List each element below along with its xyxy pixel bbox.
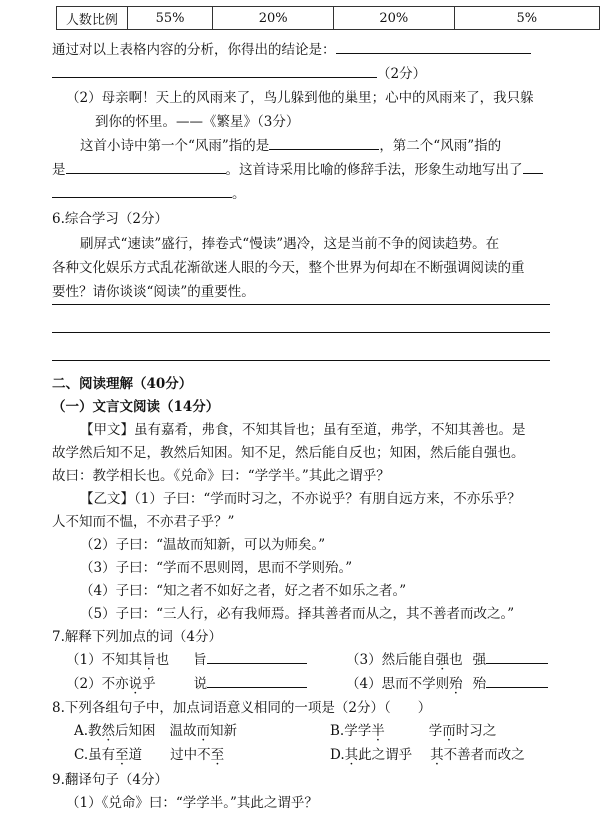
passage-line: 人不知而不愠，不亦君子乎？” bbox=[52, 514, 235, 530]
dotted-word: 至 bbox=[210, 747, 225, 763]
passage-line: （4）子曰：“知之者不如好之者，好之者不如乐之者。” bbox=[80, 583, 407, 599]
option-b[interactable]: B.学学半 学而时习之 bbox=[330, 723, 497, 739]
question-text: 要性？请你谈谈“阅读”的重要性。 bbox=[52, 284, 255, 300]
dotted-word: 然 bbox=[101, 723, 116, 739]
passage-line: （2）子曰：“温故而知新，可以为师矣。” bbox=[80, 537, 326, 553]
table-cell: 20% bbox=[213, 7, 334, 30]
option-d[interactable]: D.其此之谓乎 其不善者而改之 bbox=[330, 747, 525, 763]
answer-blank[interactable] bbox=[66, 159, 226, 174]
dotted-word: 而 bbox=[442, 723, 456, 739]
question-title: 9.翻译句子（4分） bbox=[52, 772, 168, 788]
question-title: 7.解释下列加点的词（4分） bbox=[52, 629, 222, 645]
answer-blank[interactable] bbox=[486, 673, 548, 688]
dotted-word: 旨 bbox=[142, 652, 156, 668]
dotted-word: 殆 bbox=[449, 676, 463, 692]
answer-line[interactable] bbox=[52, 360, 550, 361]
answer-blank[interactable] bbox=[207, 673, 307, 688]
answer-blank[interactable] bbox=[52, 63, 377, 78]
dotted-word: 半 bbox=[371, 723, 385, 739]
passage-line: 【乙文】（1）子曰：“学而时习之，不亦说乎？有朋自远方来，不亦乐乎？ bbox=[80, 491, 521, 507]
ratio-table bbox=[56, 6, 600, 30]
q7-item: （3）然后能自强也 强 bbox=[346, 648, 548, 668]
poem-question: 。 bbox=[52, 182, 246, 202]
answer-blank[interactable] bbox=[52, 183, 232, 198]
poem-question: 是 。这首诗采用比喻的修辞手法，形象生动地写出了 bbox=[52, 158, 543, 178]
poem-question: 这首小诗中第一个“风雨”指的是 ，第二个“风雨”指的 bbox=[80, 134, 501, 154]
table-cell: 55% bbox=[127, 7, 213, 30]
answer-blank[interactable] bbox=[207, 649, 307, 664]
option-c[interactable]: C.虽有至道 过中不至 bbox=[74, 747, 225, 763]
answer-line[interactable] bbox=[52, 304, 550, 305]
table-row-label: 人数比例 bbox=[57, 7, 128, 30]
section-subtitle: （一）文言文阅读（14分） bbox=[52, 399, 220, 415]
passage-line: （3）子曰：“学而不思则罔，思而不学则殆。” bbox=[80, 560, 353, 576]
question-text: 刷屏式“速读”盛行，捧卷式“慢读”遇冷，这是当前不争的阅读趋势。在 bbox=[80, 236, 500, 252]
question-text: 各种文化娱乐方式乱花渐欲迷人眼的今天，整个世界为何却在不断强调阅读的重 bbox=[52, 260, 525, 276]
dotted-word: 其 bbox=[344, 747, 359, 763]
answer-blank[interactable] bbox=[336, 39, 531, 54]
dotted-word: 至 bbox=[115, 747, 129, 763]
passage-line: 故曰：教学相长也。《兑命》曰：“学学半。”其此之谓乎？ bbox=[52, 468, 390, 484]
dotted-word: 强 bbox=[435, 652, 450, 668]
dotted-word: 其 bbox=[430, 747, 444, 763]
question-title: 8.下列各组句子中，加点词语意义相同的一项是（2分）（ ） bbox=[52, 700, 432, 716]
answer-line[interactable] bbox=[52, 332, 550, 333]
q7-item: （4）思而不学则殆 殆 bbox=[346, 672, 548, 692]
table-question: 通过对以上表格内容的分析，你得出的结论是： bbox=[52, 38, 531, 58]
q7-item: （1）不知其旨也 旨 bbox=[66, 648, 307, 668]
dotted-word: 说 bbox=[128, 676, 143, 692]
table-question-line2: （2分） bbox=[52, 62, 426, 82]
passage-line: （5）子曰：“三人行，必有我师焉。择其善者而从之，其不善者而改之。” bbox=[80, 606, 515, 622]
poem-line: 到你的怀里。——《繁星》（3分） bbox=[95, 114, 300, 130]
dotted-word: 而 bbox=[196, 723, 211, 739]
question-title: 6.综合学习（2分） bbox=[52, 211, 168, 227]
table-row bbox=[57, 7, 600, 30]
table-cell: 20% bbox=[334, 7, 455, 30]
passage-line: 故学然后知不足，教然后知困。知不足，然后能自反也；知困，然后能自强也。 bbox=[52, 445, 525, 461]
poem-line: （2）母亲啊！天上的风雨来了，鸟儿躲到他的巢里；心中的风雨来了，我只躲 bbox=[66, 90, 534, 106]
q7-item: （2）不亦说乎 说 bbox=[66, 672, 307, 692]
question-text: （1）《兑命》曰：“学学半。”其此之谓乎？ bbox=[66, 795, 318, 811]
answer-blank[interactable] bbox=[269, 135, 379, 150]
table-cell: 5% bbox=[454, 7, 599, 30]
answer-blank[interactable] bbox=[486, 649, 548, 664]
section-title: 二、阅读理解（40分） bbox=[52, 376, 193, 392]
option-a[interactable]: A.教然后知困 温故而知新 bbox=[74, 723, 238, 739]
passage-line: 【甲文】虽有嘉肴，弗食，不知其旨也；虽有至道，弗学，不知其善也。是 bbox=[80, 422, 526, 438]
answer-blank[interactable] bbox=[523, 159, 543, 174]
